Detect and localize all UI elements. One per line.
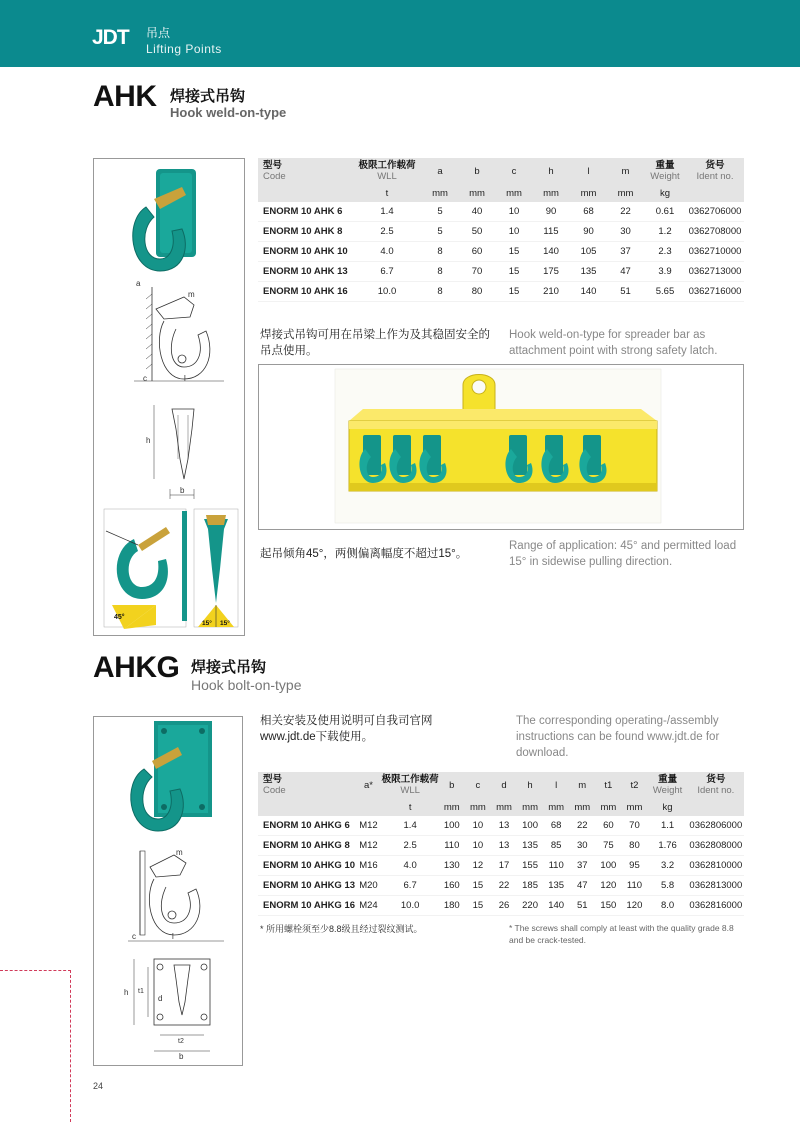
unit-cell [355,798,381,816]
table-cell: 155 [517,856,543,876]
table-cell: 1.2 [644,222,686,242]
table-cell: M16 [355,856,381,876]
unit-cell: mm [496,184,532,202]
table-cell: M12 [355,836,381,856]
col-wll-header: 极限工作载荷 WLL [352,158,422,184]
ahkg-dim-l-label: l [172,932,174,941]
table-cell: 2.5 [352,222,422,242]
table-cell: 10 [496,222,532,242]
model-cell: ENORM 10 AHKG 16 [258,896,355,916]
table-row [258,202,744,222]
table-cell: 37 [607,242,644,262]
table-cell: 75 [595,836,621,856]
jdt-logo: JDT [92,26,129,49]
ahkg-info-en: The corresponding operating-/assembly instructions can be found www.jdt.de for download. [516,715,720,759]
table-cell: 80 [458,282,496,302]
dim-h-label: h [146,436,151,445]
table-row [258,262,744,282]
table-cell: 175 [532,262,570,282]
col-a-header: a* [355,772,381,798]
dim-l-label: l [184,374,186,383]
col-t1-header: t1 [595,772,621,798]
table-cell: 180 [439,896,465,916]
table-cell: 1.4 [352,202,422,222]
table-row [258,856,744,876]
ahk-units-row [258,184,744,202]
table-cell: 22 [607,202,644,222]
unit-cell: t [352,184,422,202]
col-l-header: l [543,772,569,798]
table-cell: 10.0 [382,896,439,916]
table-cell: 8.0 [648,896,688,916]
ahk-side-drawing [134,287,224,381]
ahkg-title-zh: 焊接式吊钩 [191,659,267,676]
ahkg-dim-t2-label: t2 [178,1038,184,1045]
col-m-header: m [569,772,595,798]
table-cell: 15 [465,896,491,916]
table-cell: 140 [570,282,607,302]
ahkg-drawings [94,717,242,1065]
table-cell: 95 [621,856,647,876]
table-cell: M24 [355,896,381,916]
table-cell: 15 [496,242,532,262]
model-cell: ENORM 10 AHKG 10 [258,856,355,876]
table-row [258,896,744,916]
table-cell: 10 [465,816,491,836]
unit-cell: kg [644,184,686,202]
table-cell: 17 [491,856,517,876]
col-h-header: h [532,158,570,184]
ahkg-dim-c-label: c [132,932,136,941]
angle-45-label: 45° [114,614,125,621]
ahk-hook-photo [133,169,196,271]
table-cell: 6.7 [352,262,422,282]
ahk-description-en: Hook weld-on-type for spreader bar as attachment point with strong safety latch. [509,329,718,357]
table-cell: 5 [422,222,458,242]
table-cell: M20 [355,876,381,896]
table-cell: 130 [439,856,465,876]
table-cell: M12 [355,816,381,836]
dim-m-label: m [188,290,195,299]
table-cell: 30 [607,222,644,242]
spreader-bar-panel [258,364,744,530]
table-cell: 0362710000 [686,242,744,262]
table-cell: 120 [621,896,647,916]
table-cell: 110 [543,856,569,876]
col-t2-header: t2 [621,772,647,798]
table-cell: 135 [543,876,569,896]
table-cell: 30 [569,836,595,856]
unit-cell: mm [517,798,543,816]
unit-cell: mm [569,798,595,816]
ahkg-header-row [258,772,744,798]
ahkg-code-title: AHKG [93,651,180,684]
table-cell: 10 [465,836,491,856]
table-row [258,282,744,302]
table-cell: 40 [458,202,496,222]
angle-15a-label: 15° [202,620,212,627]
table-cell: 22 [491,876,517,896]
page-header [0,0,800,67]
ahkg-side-drawing [128,851,224,941]
unit-cell: mm [439,798,465,816]
unit-cell: mm [458,184,496,202]
table-cell: 5 [422,202,458,222]
table-cell: 210 [532,282,570,302]
table-row [258,816,744,836]
unit-cell: t [382,798,439,816]
table-cell: 47 [569,876,595,896]
table-cell: 160 [439,876,465,896]
page-number: 24 [93,1081,104,1091]
table-row [258,222,744,242]
table-cell: 2.3 [644,242,686,262]
table-cell: 0362808000 [688,836,744,856]
col-h-header: h [517,772,543,798]
ahkg-dim-t1-label: t1 [138,988,144,995]
table-cell: 110 [439,836,465,856]
table-cell: 37 [569,856,595,876]
table-cell: 140 [543,896,569,916]
table-cell: 6.7 [382,876,439,896]
table-cell: 26 [491,896,517,916]
col-m-header: m [607,158,644,184]
table-cell: 13 [491,836,517,856]
table-cell: 22 [569,816,595,836]
ahkg-dim-h-label: h [124,988,129,997]
table-cell: 0362706000 [686,202,744,222]
table-cell: 0362810000 [688,856,744,876]
table-row [258,242,744,262]
unit-cell [686,184,744,202]
col-c-header: c [465,772,491,798]
table-cell: 0362813000 [688,876,744,896]
model-cell: ENORM 10 AHK 16 [258,282,352,302]
ahk-spec-table [258,158,744,302]
col-ident-header: 货号 Ident no. [688,772,744,798]
ahkg-spec-table [258,772,744,916]
crop-mark-horizontal [0,970,71,971]
table-cell: 100 [439,816,465,836]
table-cell: 0362713000 [686,262,744,282]
table-cell: 135 [517,836,543,856]
ahk-title-en: Hook weld-on-type [170,105,287,120]
table-cell: 90 [570,222,607,242]
unit-cell [688,798,744,816]
table-cell: 15 [496,262,532,282]
ahk-drawings-panel [93,158,245,636]
table-cell: 51 [607,282,644,302]
unit-cell: mm [465,798,491,816]
ahk-front-drawing [154,405,194,499]
col-weight-header: 重量 Weight [644,158,686,184]
table-cell: 1.1 [648,816,688,836]
table-cell: 13 [491,816,517,836]
unit-cell: kg [648,798,688,816]
table-cell: 8 [422,242,458,262]
table-cell: 140 [532,242,570,262]
table-cell: 10 [496,202,532,222]
table-cell: 220 [517,896,543,916]
table-cell: 5.65 [644,282,686,302]
ahkg-dim-m-label: m [176,848,183,857]
table-cell: 0362806000 [688,816,744,836]
table-row [258,836,744,856]
table-cell: 10.0 [352,282,422,302]
table-cell: 185 [517,876,543,896]
model-cell: ENORM 10 AHK 13 [258,262,352,282]
table-cell: 0362708000 [686,222,744,242]
table-cell: 70 [621,816,647,836]
ahkg-info-zh: 相关安装及使用说明可自我司官网 www.jdt.de下载使用。 [260,715,433,743]
col-code-header: 型号 Code [258,772,355,798]
angle-15b-label: 15° [220,620,230,627]
table-cell: 51 [569,896,595,916]
table-cell: 100 [595,856,621,876]
col-b-header: b [439,772,465,798]
ahkg-front-drawing [134,959,210,1051]
unit-cell: mm [422,184,458,202]
table-cell: 15 [496,282,532,302]
ahk-header-row [258,158,744,184]
table-cell: 50 [458,222,496,242]
table-cell: 0.61 [644,202,686,222]
table-cell: 4.0 [352,242,422,262]
col-wll-header: 极限工作载荷 WLL [381,774,439,796]
col-ident-header: 货号 Ident no. [686,158,744,184]
table-cell: 5.8 [648,876,688,896]
ahkg-units-row [258,798,744,816]
unit-cell: mm [570,184,607,202]
table-cell: 4.0 [382,856,439,876]
header-title-zh: 吊点 [146,26,171,40]
model-cell: ENORM 10 AHK 6 [258,202,352,222]
unit-cell: mm [595,798,621,816]
col-weight-header: 重量 Weight [648,772,688,798]
table-cell: 68 [570,202,607,222]
crop-mark-vertical [70,970,71,1122]
table-cell: 120 [595,876,621,896]
model-cell: ENORM 10 AHKG 6 [258,816,355,836]
table-cell: 100 [517,816,543,836]
ahkg-title-en: Hook bolt-on-type [191,677,302,693]
col-a-header: a [422,158,458,184]
model-cell: ENORM 10 AHK 10 [258,242,352,262]
unit-cell: mm [532,184,570,202]
table-cell: 60 [458,242,496,262]
table-cell: 0362816000 [688,896,744,916]
table-row [258,876,744,896]
ahk-code-title: AHK [93,80,157,113]
unit-cell [258,798,355,816]
table-cell: 12 [465,856,491,876]
table-cell: 1.4 [382,816,439,836]
table-cell: 8 [422,282,458,302]
unit-cell: mm [491,798,517,816]
ahk-title-zh: 焊接式吊钩 [170,88,246,105]
table-cell: 3.9 [644,262,686,282]
col-b-header: b [458,158,496,184]
table-cell: 1.76 [648,836,688,856]
ahk-description-zh: 焊接式吊钩可用在吊梁上作为及其稳固安全的吊点使用。 [260,329,490,357]
table-cell: 85 [543,836,569,856]
table-cell: 110 [621,876,647,896]
ahk-angle-drawings [104,509,238,629]
ahkg-dim-b-label: b [179,1052,184,1061]
col-l-header: l [570,158,607,184]
model-cell: ENORM 10 AHKG 13 [258,876,355,896]
table-cell: 80 [621,836,647,856]
ahkg-dim-d-label: d [158,994,163,1003]
col-d-header: d [491,772,517,798]
dim-b-label: b [180,486,185,495]
table-cell: 68 [543,816,569,836]
ahk-range-en: Range of application: 45° and permitted load 15° in sidewise pulling direction. [509,540,737,568]
table-cell: 47 [607,262,644,282]
ahkg-hook-photo [131,721,212,831]
table-cell: 135 [570,262,607,282]
ahkg-drawings-panel [93,716,243,1066]
table-cell: 90 [532,202,570,222]
table-cell: 15 [465,876,491,896]
table-cell: 8 [422,262,458,282]
col-c-header: c [496,158,532,184]
table-cell: 150 [595,896,621,916]
model-cell: ENORM 10 AHK 8 [258,222,352,242]
col-code-header: 型号 Code [258,158,352,184]
dim-c-label: c [143,374,147,383]
unit-cell: mm [607,184,644,202]
ahk-drawings [94,159,244,635]
table-cell: 2.5 [382,836,439,856]
unit-cell [258,184,352,202]
ahkg-note-en: * The screws shall comply at least with the quality grade 8.8 and be crack-tested. [509,923,734,945]
table-cell: 70 [458,262,496,282]
unit-cell: mm [621,798,647,816]
table-cell: 105 [570,242,607,262]
unit-cell: mm [543,798,569,816]
spreader-bar-illustration [259,365,743,529]
ahk-range-zh: 起吊倾角45°，两侧偏离幅度不超过15°。 [260,548,468,560]
table-cell: 0362716000 [686,282,744,302]
table-cell: 115 [532,222,570,242]
dim-a-label: a [136,279,141,288]
ahkg-note-zh: * 所用螺栓须至少8.8级且经过裂纹测试。 [260,924,423,934]
table-cell: 3.2 [648,856,688,876]
model-cell: ENORM 10 AHKG 8 [258,836,355,856]
table-cell: 60 [595,816,621,836]
header-title-en: Lifting Points [146,42,222,56]
